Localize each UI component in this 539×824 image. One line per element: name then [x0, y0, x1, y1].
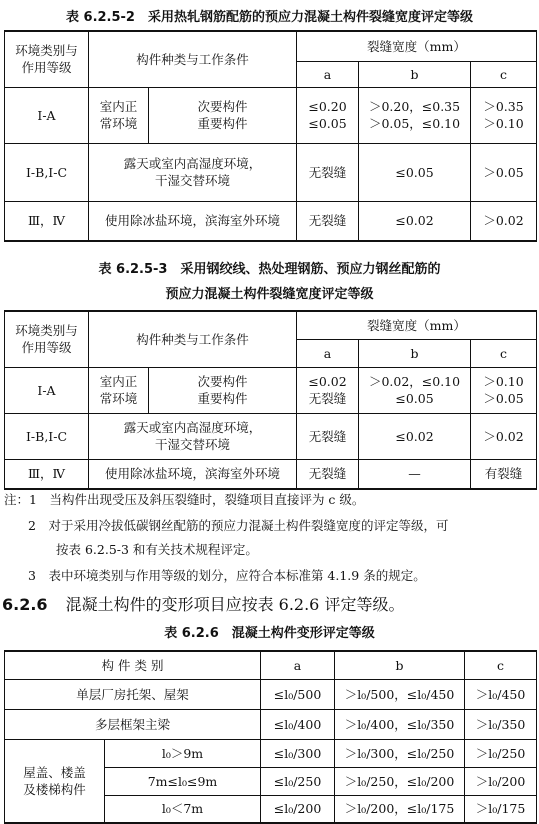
crack-width-table-strand — [4, 310, 537, 490]
condition-cell: 室内正 常环境 — [89, 87, 149, 143]
grade-b-cell: ＞l₀/200，≤l₀/175 — [335, 795, 465, 823]
span-condition-cell: l₀＜7m — [105, 795, 261, 823]
member-class-cell: 多层框架主梁 — [5, 709, 261, 739]
grade-c-cell: ＞0.10 ＞0.05 — [471, 367, 537, 413]
grade-a-header: a — [297, 339, 359, 367]
table-row — [5, 709, 537, 739]
grade-c-header: c — [465, 651, 537, 679]
member-class-cell: 单层厂房托架、屋架 — [5, 679, 261, 709]
grade-b-cell: ＞l₀/500，≤l₀/450 — [335, 679, 465, 709]
member-class-header: 构 件 类 别 — [5, 651, 261, 679]
grade-c-cell: ＞0.05 — [471, 143, 537, 201]
section-number: 6.2.6 — [2, 595, 48, 614]
crack-width-header: 裂缝宽度（mm） — [297, 311, 537, 339]
roof-floor-stair-member-cell: 屋盖、楼盖 及楼梯构件 — [5, 739, 105, 823]
grade-c-cell: ＞0.35 ＞0.10 — [471, 87, 537, 143]
condition-cell: 露天或室内高湿度环境， 干湿交替环境 — [89, 143, 297, 201]
env-cell: Ⅰ-A — [5, 367, 89, 413]
grade-b-header: b — [335, 651, 465, 679]
table-6-2-5-2-caption: 表 6.2.5-2 采用热轧钢筋配筋的预应力混凝土构件裂缝宽度评定等级 — [66, 10, 473, 25]
span-condition-cell: l₀＞9m — [105, 739, 261, 767]
grade-c-header: c — [471, 61, 537, 87]
condition-cell: 使用除冰盐环境，滨海室外环境 — [89, 459, 297, 489]
grade-b-cell: ＞l₀/400，≤l₀/350 — [335, 709, 465, 739]
condition-cell: 室内正 常环境 — [89, 367, 149, 413]
member-header: 构件种类与工作条件 — [89, 311, 297, 367]
env-cell: Ⅰ-A — [5, 87, 89, 143]
grade-c-cell: ＞0.02 — [471, 413, 537, 459]
grade-b-cell: — — [359, 459, 471, 489]
grade-b-cell: ＞0.02，≤0.10 ≤0.05 — [359, 367, 471, 413]
grade-b-cell: ＞l₀/300，≤l₀/250 — [335, 739, 465, 767]
grade-c-cell: ＞l₀/175 — [465, 795, 537, 823]
env-cell: Ⅰ-B,Ⅰ-C — [5, 413, 89, 459]
env-cell: Ⅲ，Ⅳ — [5, 201, 89, 241]
env-cell: Ⅰ-B,Ⅰ-C — [5, 143, 89, 201]
grade-a-cell: ≤l₀/300 — [261, 739, 335, 767]
grade-c-cell: ＞l₀/200 — [465, 767, 537, 795]
grade-a-cell: 无裂缝 — [297, 201, 359, 241]
grade-b-header: b — [359, 61, 471, 87]
grade-a-header: a — [297, 61, 359, 87]
table-6-2-6-caption: 表 6.2.6 混凝土构件变形评定等级 — [164, 626, 375, 641]
deformation-grade-table — [4, 650, 537, 824]
grade-c-cell: ＞l₀/350 — [465, 709, 537, 739]
grade-a-cell: 无裂缝 — [297, 143, 359, 201]
grade-b-cell: ≤0.02 — [359, 201, 471, 241]
member-type-cell: 次要构件 重要构件 — [149, 367, 297, 413]
crack-width-header: 裂缝宽度（mm） — [297, 31, 537, 61]
grade-a-cell: ≤0.20 ≤0.05 — [297, 87, 359, 143]
grade-a-cell: ≤0.02 无裂缝 — [297, 367, 359, 413]
grade-b-cell: ＞0.20，≤0.35 ＞0.05，≤0.10 — [359, 87, 471, 143]
table-row — [5, 739, 537, 767]
grade-b-header: b — [359, 339, 471, 367]
grade-c-cell: 有裂缝 — [471, 459, 537, 489]
env-cell: Ⅲ，Ⅳ — [5, 459, 89, 489]
grade-c-cell: ＞0.02 — [471, 201, 537, 241]
grade-c-header: c — [471, 339, 537, 367]
grade-a-cell: ≤l₀/400 — [261, 709, 335, 739]
grade-a-cell: ≤l₀/200 — [261, 795, 335, 823]
env-header: 环境类别与 作用等级 — [5, 31, 89, 87]
section-6-2-6 — [2, 592, 404, 615]
grade-a-cell: 无裂缝 — [297, 413, 359, 459]
table-6-2-5-3-caption-line2: 预应力混凝土构件裂缝宽度评定等级 — [165, 287, 374, 302]
condition-cell: 使用除冰盐环境，滨海室外环境 — [89, 201, 297, 241]
env-header: 环境类别与 作用等级 — [5, 311, 89, 367]
condition-cell: 露天或室内高湿度环境， 干湿交替环境 — [89, 413, 297, 459]
grade-b-cell: ＞l₀/250，≤l₀/200 — [335, 767, 465, 795]
grade-a-cell: ≤l₀/500 — [261, 679, 335, 709]
grade-c-cell: ＞l₀/450 — [465, 679, 537, 709]
grade-a-cell: ≤l₀/250 — [261, 767, 335, 795]
note-2-continued: 按表 6.2.5-3 和有关技术规程评定。 — [56, 542, 258, 557]
grade-a-header: a — [261, 651, 335, 679]
grade-a-cell: 无裂缝 — [297, 459, 359, 489]
grade-b-cell: ≤0.05 — [359, 143, 471, 201]
grade-c-cell: ＞l₀/250 — [465, 739, 537, 767]
member-type-cell: 次要构件 重要构件 — [149, 87, 297, 143]
note-1: 注：1 当构件出现受压及斜压裂缝时，裂缝项目直接评为 c 级。 — [4, 492, 365, 507]
table-6-2-5-3-caption-line1: 表 6.2.5-3 采用钢绞线、热处理钢筋、预应力钢丝配筋的 — [98, 262, 441, 277]
span-condition-cell: 7m≤l₀≤9m — [105, 767, 261, 795]
note-3: 3 表中环境类别与作用等级的划分，应符合本标准第 4.1.9 条的规定。 — [28, 568, 426, 583]
member-header: 构件种类与工作条件 — [89, 31, 297, 87]
note-2: 2 对于采用冷拔低碳钢丝配筋的预应力混凝土构件裂缝宽度的评定等级，可 — [28, 518, 449, 533]
table-row — [5, 679, 537, 709]
section-text: 混凝土构件的变形项目应按表 6.2.6 评定等级。 — [65, 595, 405, 614]
grade-b-cell: ≤0.02 — [359, 413, 471, 459]
crack-width-table-hot-rolled — [4, 30, 537, 242]
